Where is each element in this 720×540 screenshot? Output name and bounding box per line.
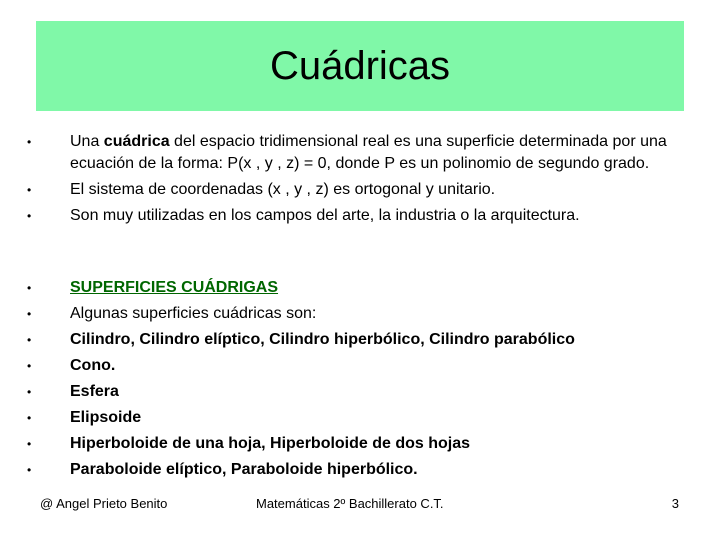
- footer-course: Matemáticas 2º Bachillerato C.T.: [256, 496, 444, 511]
- intro-text: del espacio tridimensional real es una superficie determinada por una ecuación de la forma: P(x , y , z) = 0, donde P es un polinomio de segundo grado.: [70, 133, 667, 172]
- surfaces-heading: SUPERFICIES CUÁDRIGAS: [70, 279, 279, 296]
- surface-item: • Cilindro, Cilindro elíptico, Cilindro hiperbólico, Cilindro parabólico: [26, 329, 696, 351]
- title-bar: [36, 21, 684, 111]
- intro-term: cuádrica: [103, 133, 170, 150]
- surface-item: • Cono.: [26, 355, 696, 377]
- intro-text: Una: [70, 133, 104, 150]
- surface-item: • Hiperboloide de una hoja, Hiperboloide de dos hojas: [26, 433, 696, 455]
- intro-item: • El sistema de coordenadas (x , y , z) es ortogonal y unitario.: [26, 179, 696, 201]
- surface-item: • Esfera: [26, 381, 696, 403]
- intro-list: [26, 131, 696, 231]
- intro-item: • Son muy utilizadas en los campos del arte, la industria o la arquitectura.: [26, 205, 696, 227]
- footer: [40, 496, 685, 516]
- surface-item: • Paraboloide elíptico, Paraboloide hiperbólico.: [26, 459, 696, 481]
- surfaces-heading-item: [26, 277, 696, 299]
- footer-author: @ Angel Prieto Benito: [40, 496, 168, 511]
- intro-item: [26, 131, 696, 175]
- page-number: 3: [671, 496, 679, 511]
- slide-title: Cuádricas: [269, 43, 451, 88]
- surface-item: • Elipsoide: [26, 407, 696, 429]
- surfaces-lead: • Algunas superficies cuádricas son:: [26, 303, 696, 325]
- surfaces-list: [26, 277, 696, 485]
